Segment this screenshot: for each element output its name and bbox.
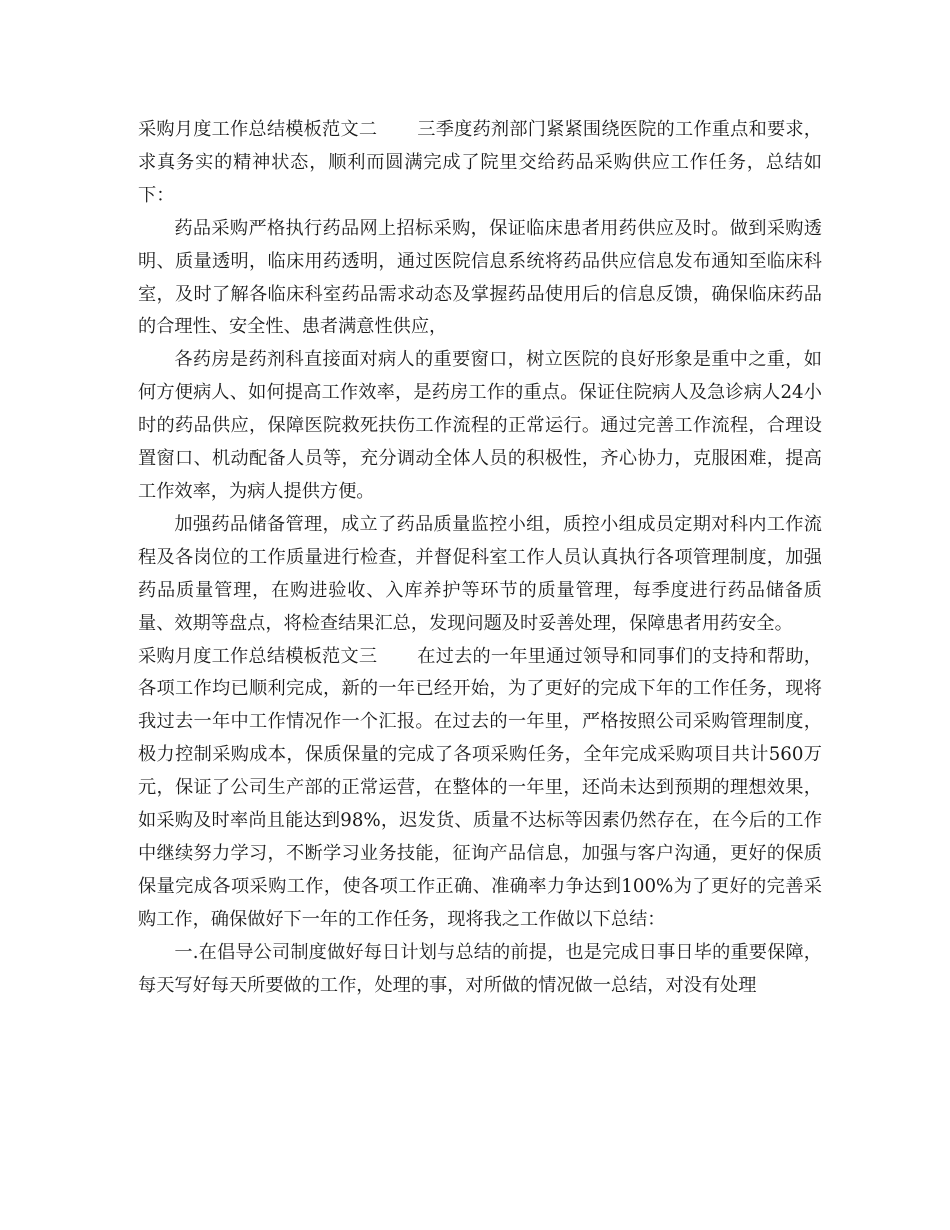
section-2-paragraph: 加强药品储备管理，成立了药品质量监控小组，质控小组成员定期对科内工作流程及各岗位的工作质量进行检查，并督促科室工作人员认真执行各项管理制度，加强药品质量管理，在购进验收、入库养护等环节的质量管理，每季度进行药品储备质量、效期等盘点，将检查结果汇总，发现问题及时妥善处理，保障患者用药安全。 xyxy=(138,513,822,634)
section-3-heading: 采购月度工作总结模板范文三 xyxy=(138,645,378,667)
section-2-paragraph: 各药房是药剂科直接面对病人的重要窗口，树立医院的良好形象是重中之重，如何方便病人、如何提高工作效率，是药房工作的重点。保证住院病人及急诊病人24小时的药品供应，保障医院救死扶伤工作流程的正常运行。通过完善工作流程，合理设置窗口、机动配备人员等，充分调动全体人员的积极性，齐心协力，克服困难，提高工作效率，为病人提供方便。 xyxy=(138,349,822,502)
section-2-paragraph: 药品采购严格执行药品网上招标采购，保证临床患者用药供应及时。做到采购透明、质量透明，临床用药透明，通过医院信息系统将药品供应信息发布通知至临床科室，及时了解各临床科室药品需求动态及掌握药品使用后的信息反馈，确保临床药品的合理性、安全性、患者满意性供应， xyxy=(138,217,822,338)
section-3-paragraph: 一.在倡导公司制度做好每日计划与总结的前提，也是完成日事日毕的重要保障，每天写好每天所要做的工作，处理的事，对所做的情况做一总结，对没有处理 xyxy=(138,941,822,996)
section-2-heading: 采购月度工作总结模板范文二 xyxy=(138,119,378,140)
section-3-lead xyxy=(138,641,822,937)
section-2-lead xyxy=(138,114,822,213)
document-page xyxy=(138,114,822,1002)
section-3-intro: 在过去的一年里通过领导和同事们的支持和帮助，各项工作均已顺利完成，新的一年已经开始，为了更好的完成下年的工作任务，现将我过去一年中工作情况作一个汇报。在过去的一年里，严格按照公司采购管理制度，极力控制采购成本，保质保量的完成了各项采购任务，全年完成采购项目共计560万元，保证了公司生产部的正常运营，在整体的一年里，还尚未达到预期的理想效果，如采购及时率尚且能达到98%，迟发货、质量不达标等因素仍然存在，在今后的工作中继续努力学习，不断学习业务技能，征询产品信息，加强与客户沟通，更好的保质保量完成各项采购工作，使各项工作正确、准确率力争达到100%为了更好的完善采购工作，确保做好下一年的工作任务，现将我之工作做以下总结： xyxy=(138,645,822,930)
section-2-intro: 三季度药剂部门紧紧围绕医院的工作重点和要求，求真务实的精神状态，顺利而圆满完成了院里交给药品采购供应工作任务，总结如下： xyxy=(138,119,822,206)
